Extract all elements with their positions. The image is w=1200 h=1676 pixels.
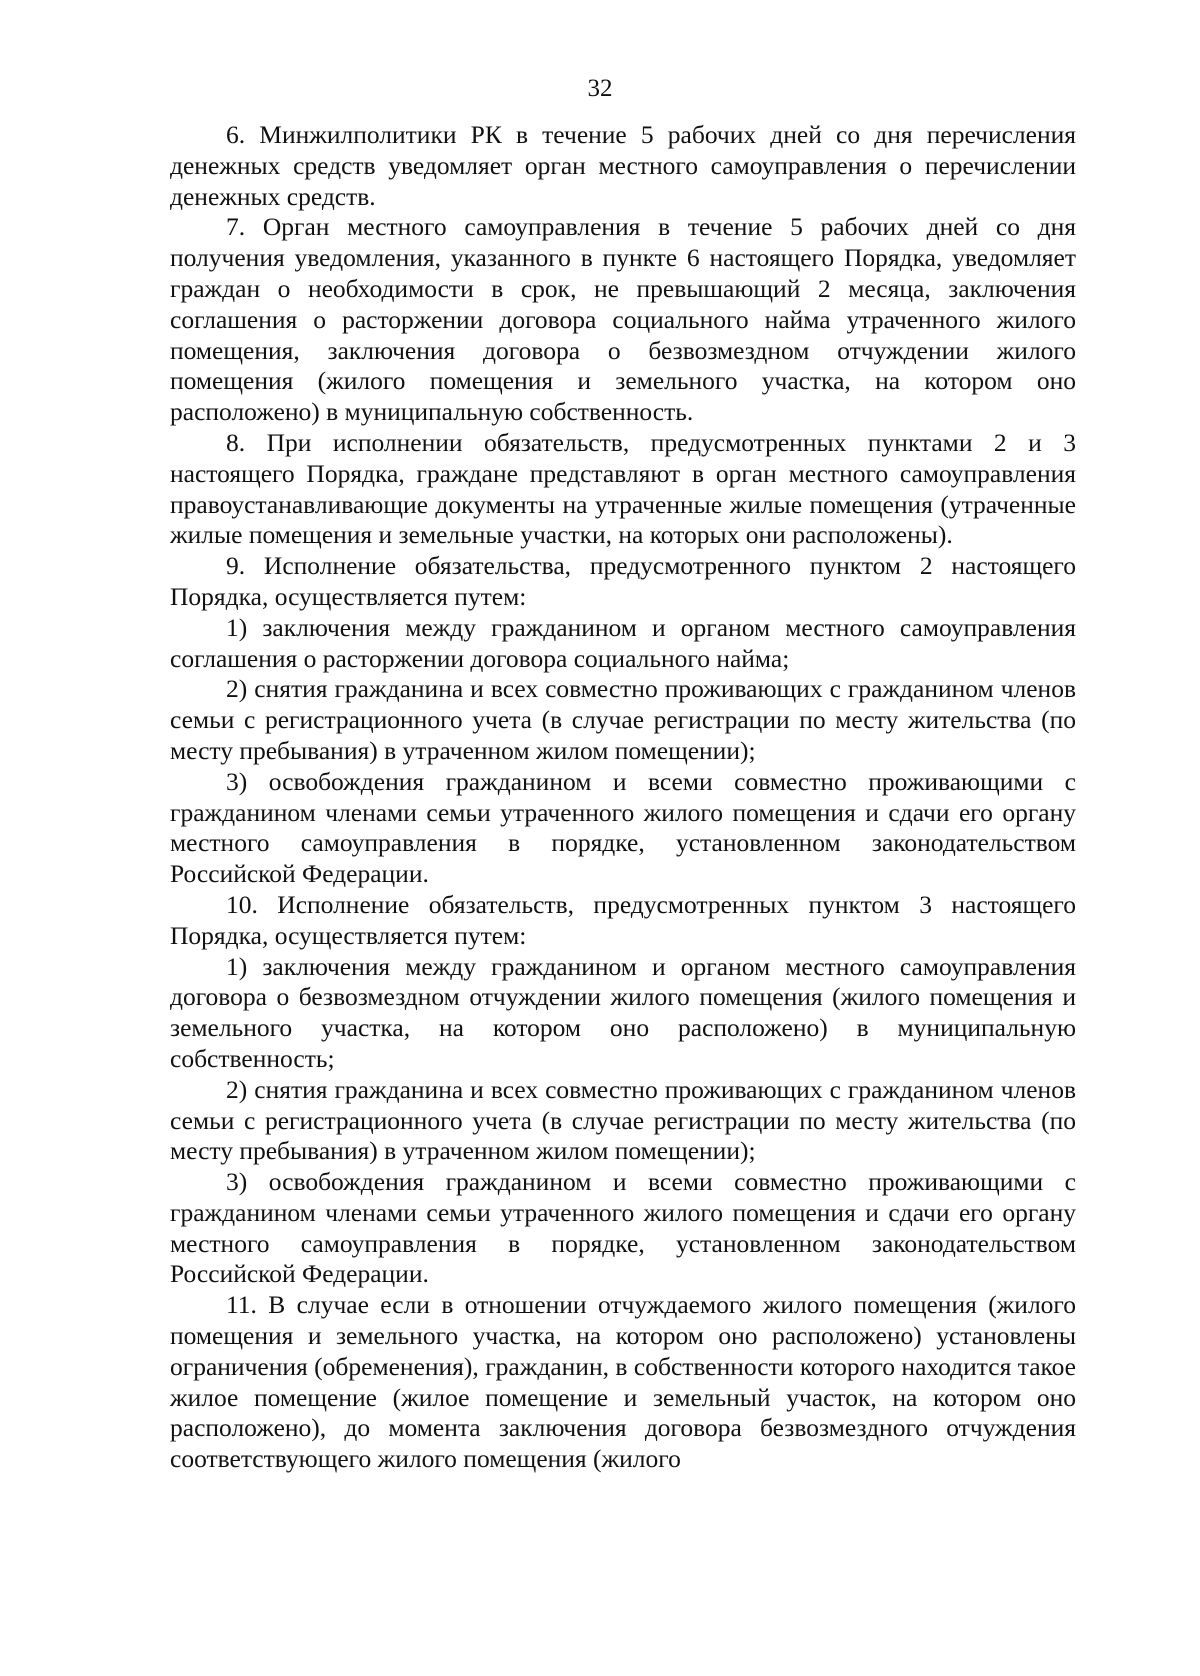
paragraph-10-item-2: 2) снятия гражданина и всех совместно проживающих с гражданином членов семьи с регистрационного учета (в случае регистрации по месту жительства (по месту пребывания) в утраченном жилом помещении); — [170, 1074, 1076, 1166]
paragraph-9-item-3: 3) освобождения гражданином и всеми совместно проживающими с гражданином членами семьи утраченного жилого помещения и сдачи его органу местного самоуправления в порядке, установленном законодательством Российской Федерации. — [170, 766, 1076, 889]
paragraph-8: 8. При исполнении обязательств, предусмотренных пунктами 2 и 3 настоящего Порядка, граждане представляют в орган местного самоуправления правоустанавливающие документы на утраченные жилые помещения (утраченные жилые помещения и земельные участки, на которых они расположены). — [170, 427, 1076, 550]
document-body — [170, 120, 1076, 1475]
page-number: 32 — [587, 75, 613, 102]
paragraph-6: 6. Минжилполитики РК в течение 5 рабочих дней со дня перечисления денежных средств уведомляет орган местного самоуправления о перечислении денежных средств. — [170, 120, 1076, 211]
paragraph-10-item-1: 1) заключения между гражданином и органом местного самоуправления договора о безвозмездном отчуждении жилого помещения (жилого помещения и земельного участка, на котором оно расположено) в муниципальную собственность; — [170, 951, 1076, 1073]
paragraph-10-item-3: 3) освобождения гражданином и всеми совместно проживающими с гражданином членами семьи утраченного жилого помещения и сдачи его органу местного самоуправления в порядке, установленном законодательством Российской Федерации. — [170, 1167, 1076, 1289]
paragraph-10: 10. Исполнение обязательств, предусмотренных пунктом 3 настоящего Порядка, осуществляется путем: — [170, 889, 1076, 950]
paragraph-7: 7. Орган местного самоуправления в течение 5 рабочих дней со дня получения уведомления, указанного в пункте 6 настоящего Порядка, уведомляет граждан о необходимости в срок, не превышающий 2 месяца, заключения соглашения о расторжении договора социального найма утраченного жилого помещения, заключения договора о безвозмездном отчуждении жилого помещения (жилого помещения и земельного участка, на котором оно расположено) в муниципальную собственность. — [170, 212, 1076, 427]
paragraph-11: 11. В случае если в отношении отчуждаемого жилого помещения (жилого помещения и земельного участка, на котором оно расположено) установлены ограничения (обременения), гражданин, в собственности которого находится такое жилое помещение (жилое помещение и земельный участок, на котором оно расположено), до момента заключения договора безвозмездного отчуждения соответствующего жилого помещения (жилого — [170, 1290, 1076, 1474]
paragraph-9-item-1: 1) заключения между гражданином и органом местного самоуправления соглашения о расторжении договора социального найма; — [170, 612, 1076, 673]
paragraph-9-item-2: 2) снятия гражданина и всех совместно проживающих с гражданином членов семьи с регистрационного учета (в случае регистрации по месту жительства (по месту пребывания) в утраченном жилом помещении); — [170, 674, 1076, 765]
paragraph-9: 9. Исполнение обязательства, предусмотренного пунктом 2 настоящего Порядка, осуществляется путем: — [170, 551, 1076, 611]
